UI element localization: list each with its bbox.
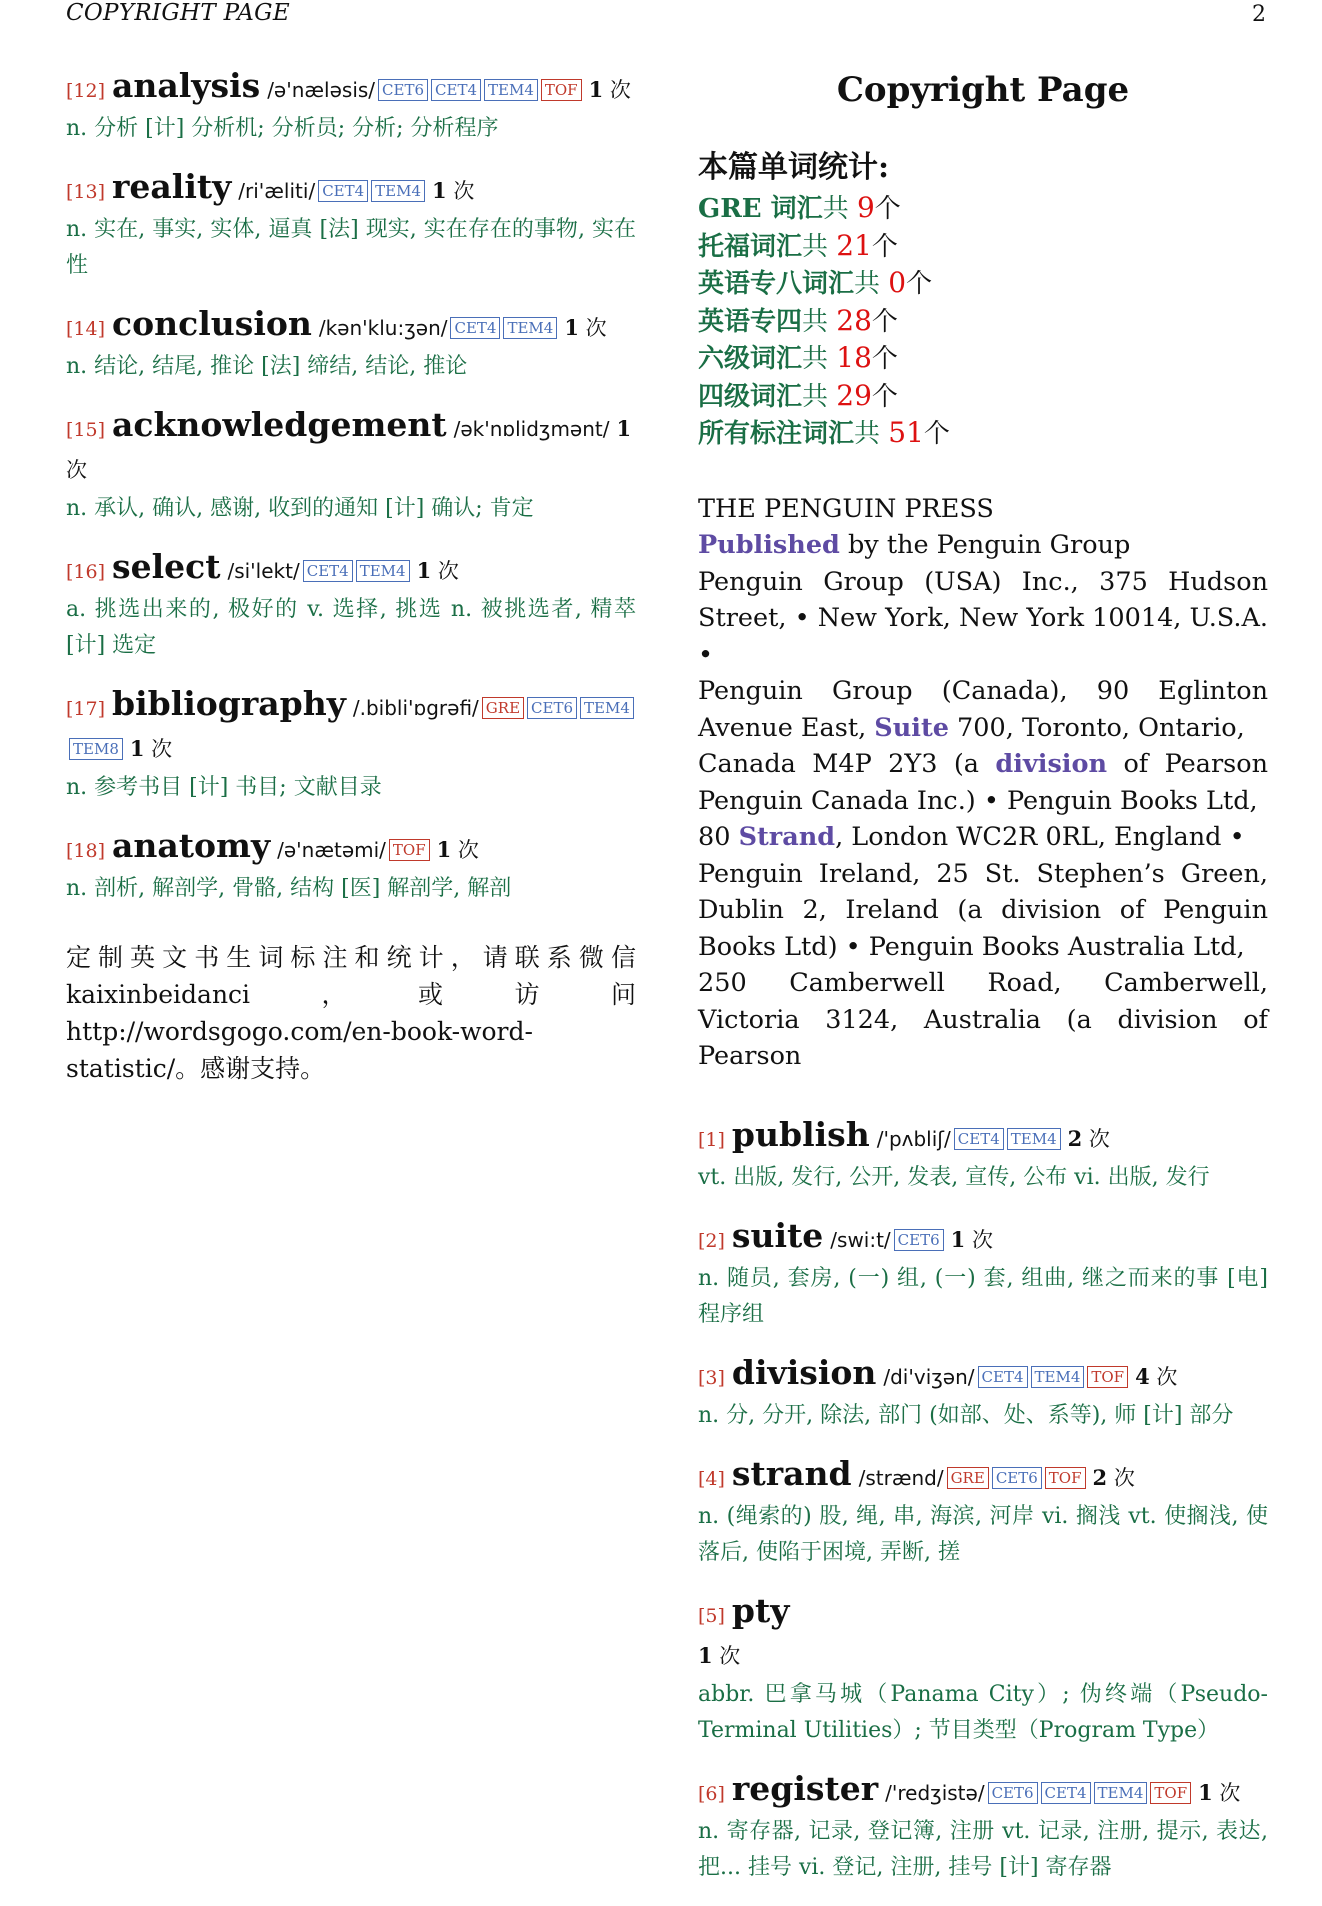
level-tag: TEM4 [1031, 1366, 1085, 1388]
address-australia: 250 Camberwell Road, Camberwell, Victoria 3124, Australia (a division of Pearson [698, 968, 1268, 1071]
stats-heading: 本篇单词统计: [698, 150, 890, 185]
entry-number: [13] [66, 181, 106, 203]
highlight-strand: Strand [738, 822, 836, 852]
stat-count: 28 [836, 303, 872, 337]
level-tag: CET6 [992, 1467, 1042, 1489]
occurrence-number: 1 [616, 416, 632, 441]
level-tag: CET6 [527, 697, 577, 719]
headword: pty [731, 1590, 790, 1630]
headword: register [731, 1768, 879, 1808]
level-tag: CET6 [894, 1229, 944, 1251]
vocab-entry [698, 1454, 1268, 1571]
highlight-suite: Suite [874, 712, 949, 743]
entry-number: [18] [66, 840, 106, 862]
occurrence-count: 1 次 [698, 1642, 741, 1668]
level-tag: CET4 [1041, 1782, 1091, 1804]
vocab-entry [698, 1216, 1268, 1333]
entry-number: [2] [698, 1229, 725, 1252]
stat-line [698, 340, 1268, 378]
left-entry-list [66, 66, 636, 907]
address-usa: Penguin Group (USA) Inc., 375 Hudson Street, • New York, New York 10014, U.S.A. • [698, 566, 1268, 670]
occurrence-number: 1 [1198, 1779, 1213, 1805]
phonetic: /swi:t/ [830, 1227, 891, 1252]
address-canada [698, 673, 1268, 746]
vocab-entry [698, 1353, 1268, 1434]
occurrence-count: 1 次 [66, 416, 632, 482]
level-tag: TOF [1150, 1782, 1191, 1804]
occurrence-count: 1 次 [436, 837, 479, 862]
entry-number: [6] [698, 1782, 725, 1805]
phonetic: /ək'nɒlidʒmənt/ [453, 417, 610, 441]
stat-category: GRE 词汇 [698, 194, 823, 224]
stat-unit: 个 [923, 419, 950, 449]
level-tag: TOF [1045, 1467, 1086, 1489]
phonetic: /kən'klu:ʒən/ [318, 316, 448, 340]
address-ireland: Penguin Ireland, 25 St. Stephen’s Green, Dublin 2, Ireland (a division of Penguin Books Ltd) • Penguin Books Australia Ltd, [698, 858, 1268, 962]
occurrence-count: 1 次 [129, 736, 173, 761]
stat-connector: 共 [802, 381, 837, 412]
stat-unit: 个 [871, 344, 898, 374]
vocab-entry [66, 304, 636, 385]
published-by-text: by the Penguin Group [839, 530, 1131, 560]
stat-connector: 共 [854, 269, 889, 299]
vocab-entry [66, 684, 636, 806]
stat-count: 51 [888, 416, 924, 449]
entry-number: [4] [698, 1467, 725, 1490]
level-tag: TEM4 [371, 180, 425, 202]
stat-count: 18 [836, 341, 872, 374]
stat-count: 0 [888, 266, 907, 299]
custom-service-notice: 定制英文书生词标注和统计，请联系微信 kaixinbeidanci，或访问 http://wordsgogo.com/en-book-word-statistic/。感谢支持。 [66, 943, 636, 1083]
stat-category: 六级词汇 [698, 344, 803, 374]
phonetic: /.bibli'ɒgrəfi/ [352, 696, 479, 720]
vocab-entry-head [698, 1769, 1268, 1814]
stat-line [698, 190, 1268, 228]
stat-connector: 共 [802, 231, 837, 262]
level-tag: TOF [1087, 1366, 1128, 1388]
address-uk-text: 80 [698, 822, 739, 852]
occurrence-count: 1 次 [588, 77, 631, 102]
phonetic: /si'lekt/ [227, 559, 300, 583]
address-canada-text: Penguin Group (Canada), 90 Eglinton Avenue East, [698, 676, 1268, 743]
vocab-entry-head [66, 304, 636, 349]
definition: n. 分, 分开, 除法, 部门 (如部、处、系等), 师 [计] 部分 [698, 1402, 1234, 1428]
occurrence-number: 1 [950, 1226, 966, 1252]
entry-number: [15] [66, 419, 106, 441]
phonetic: /ə'nætəmi/ [277, 838, 386, 862]
stat-unit: 个 [871, 231, 898, 262]
level-tag: CET6 [988, 1782, 1038, 1804]
stat-line [698, 303, 1268, 341]
vocab-entry-head [698, 1454, 1268, 1499]
headword: acknowledgement [112, 405, 447, 444]
definition: a. 挑选出来的, 极好的 v. 选择, 挑选 n. 被挑选者, 精萃 [计] 选定 [66, 597, 636, 658]
level-tag: CET4 [303, 560, 353, 582]
stat-category: 托福词汇 [698, 231, 803, 262]
vocab-entry [66, 547, 636, 664]
entry-number: [12] [66, 80, 106, 102]
stat-category: 所有标注词汇 [698, 419, 855, 449]
running-head-title: COPYRIGHT PAGE [66, 0, 290, 26]
phonetic: /ri'æliti/ [238, 179, 316, 203]
address-canada-text-2: 700, Toronto, Ontario, [948, 712, 1245, 743]
vocab-entry [698, 1115, 1268, 1196]
phonetic: /strænd/ [858, 1465, 944, 1490]
headword: bibliography [112, 684, 346, 723]
occurrence-count: 1 次 [416, 558, 459, 583]
occurrence-count: 2 次 [1092, 1464, 1135, 1490]
vocab-entry [66, 826, 636, 907]
phonetic: /'pʌbliʃ/ [876, 1126, 951, 1151]
occurrence-count: 1 次 [564, 315, 607, 340]
vocab-entry-head [66, 167, 636, 212]
headword: analysis [112, 66, 261, 105]
level-tag: CET4 [978, 1366, 1028, 1388]
occurrence-count: 1 次 [1198, 1779, 1241, 1805]
left-column [66, 66, 636, 1087]
vocab-entry-head [66, 547, 636, 592]
headword: conclusion [112, 304, 312, 343]
highlight-published: Published [698, 530, 840, 560]
definition: n. 分析 [计] 分析机; 分析员; 分析; 分析程序 [66, 116, 499, 141]
vocab-entry-head [698, 1216, 1268, 1261]
occurrence-number: 2 [1092, 1464, 1108, 1490]
occurrence-count: 4 次 [1135, 1363, 1178, 1389]
definition: abbr. 巴拿马城（Panama City）; 伪终端（Pseudo-Terminal Utilities）; 节目类型（Program Type） [698, 1681, 1268, 1743]
definition: n. 随员, 套房, (一) 组, (一) 套, 组曲, 继之而来的事 [电] 程序组 [698, 1265, 1268, 1327]
entry-number: [16] [66, 561, 106, 583]
phonetic: /'redʒistə/ [885, 1780, 985, 1805]
address-uk [698, 819, 1268, 856]
stat-line [698, 415, 1268, 453]
stat-line [698, 265, 1268, 303]
page-number: 2 [1252, 2, 1266, 27]
stat-count: 9 [856, 191, 875, 224]
occurrence-number: 1 [436, 837, 452, 862]
vocab-entry [698, 1591, 1268, 1749]
vocab-entry-head [698, 1353, 1268, 1398]
stat-line [698, 228, 1268, 266]
level-tag: TOF [541, 79, 582, 101]
stat-category: 四级词汇 [698, 381, 803, 412]
level-tag: TEM4 [503, 317, 557, 339]
definition: n. 寄存器, 记录, 登记簿, 注册 vt. 记录, 注册, 提示, 表达, 把... 挂号 vi. 登记, 注册, 挂号 [计] 寄存器 [698, 1818, 1268, 1880]
level-tag: CET6 [378, 79, 428, 101]
definition: n. 参考书目 [计] 书目; 文献目录 [66, 775, 382, 800]
level-tag: TEM4 [1007, 1128, 1061, 1150]
occurrence-number: 1 [432, 178, 447, 203]
occurrence-number: 2 [1067, 1125, 1083, 1151]
level-tag: GRE [947, 1467, 989, 1489]
occurrence-number: 4 [1135, 1363, 1150, 1389]
level-tag: TEM4 [1094, 1782, 1148, 1804]
vocab-entry-head [66, 66, 636, 111]
definition: n. 剖析, 解剖学, 骨骼, 结构 [医] 解剖学, 解剖 [66, 876, 512, 901]
level-tag: CET4 [318, 180, 368, 202]
stat-line [698, 378, 1268, 416]
level-tag: CET4 [954, 1128, 1004, 1150]
headword: publish [731, 1114, 870, 1154]
entry-number: [1] [698, 1128, 725, 1151]
vocab-entry [66, 66, 636, 147]
entry-number: [3] [698, 1366, 725, 1389]
stat-connector: 共 [822, 194, 857, 224]
entry-number: [5] [698, 1604, 725, 1627]
occurrence-number: 1 [698, 1642, 713, 1668]
press-name: THE PENGUIN PRESS [698, 493, 994, 524]
headword: reality [112, 167, 232, 206]
entry-number: [14] [66, 318, 106, 340]
address-canada2-text-2: of Pearson Penguin Canada Inc.) • Penguin Books Ltd, [698, 749, 1269, 816]
address-uk-text-2: , London WC2R 0RL, England • [835, 822, 1245, 852]
occurrence-count: 2 次 [1067, 1125, 1110, 1151]
right-entry-list [698, 1115, 1268, 1886]
headword: strand [731, 1453, 852, 1493]
address-canada-2 [698, 746, 1268, 819]
level-tag: TEM4 [356, 560, 410, 582]
phonetic: /ə'næləsis/ [267, 78, 376, 102]
level-tag: CET4 [450, 317, 500, 339]
publisher-block [698, 491, 1268, 1075]
headword: division [731, 1352, 877, 1392]
stat-count: 21 [836, 228, 872, 262]
highlight-division: division [995, 749, 1108, 779]
definition: n. 实在, 事实, 实体, 逼真 [法] 现实, 实在存在的事物, 实在性 [66, 217, 636, 278]
vocab-entry-head [698, 1591, 1268, 1677]
occurrence-number: 1 [564, 315, 579, 340]
level-tag: TEM4 [484, 79, 538, 101]
stat-unit: 个 [871, 306, 898, 337]
stat-unit: 个 [874, 194, 901, 224]
entry-number: [17] [66, 698, 106, 720]
vocab-entry [698, 1769, 1268, 1886]
vocab-entry-head [66, 684, 636, 770]
stat-connector: 共 [854, 419, 889, 449]
stat-category: 英语专四 [698, 306, 803, 337]
definition: vt. 出版, 发行, 公开, 发表, 宣传, 公布 vi. 出版, 发行 [698, 1164, 1210, 1190]
stat-connector: 共 [802, 344, 837, 374]
level-tag: TEM8 [69, 738, 123, 760]
level-tag: CET4 [431, 79, 481, 101]
word-statistics [698, 146, 1268, 453]
level-tag: TEM4 [580, 697, 634, 719]
vocab-entry [66, 167, 636, 284]
level-tag: GRE [482, 697, 524, 719]
occurrence-number: 1 [416, 558, 432, 583]
headword: suite [731, 1215, 824, 1255]
copyright-title: Copyright Page [836, 70, 1130, 110]
stat-unit: 个 [871, 381, 898, 412]
stats-list [698, 190, 1268, 453]
headword: select [112, 547, 221, 586]
definition: n. 结论, 结尾, 推论 [法] 缔结, 结论, 推论 [66, 354, 468, 379]
running-head [66, 0, 1266, 32]
level-tag: TOF [389, 839, 430, 861]
headword: anatomy [112, 826, 271, 865]
phonetic: /di'viʒən/ [883, 1364, 975, 1389]
definition: n. (绳索的) 股, 绳, 串, 海滨, 河岸 vi. 搁浅 vt. 使搁浅, 使落后, 使陷于困境, 弄断, 搓 [698, 1503, 1268, 1565]
occurrence-count: 1 次 [432, 178, 475, 203]
stat-count: 29 [836, 378, 872, 412]
occurrence-count: 1 次 [950, 1226, 993, 1252]
vocab-entry-head [66, 405, 636, 491]
vocab-entry-head [66, 826, 636, 871]
stat-category: 英语专八词汇 [698, 269, 855, 299]
vocab-entry-head [698, 1115, 1268, 1160]
occurrence-number: 1 [129, 736, 145, 761]
stat-connector: 共 [802, 306, 837, 337]
published-line [698, 527, 1268, 564]
occurrence-number: 1 [588, 77, 604, 102]
stat-unit: 个 [906, 269, 933, 299]
vocab-entry [66, 405, 636, 527]
right-column [698, 66, 1268, 1906]
definition: n. 承认, 确认, 感谢, 收到的通知 [计] 确认; 肯定 [66, 496, 534, 521]
address-canada2-text: Canada M4P 2Y3 (a [698, 749, 996, 779]
